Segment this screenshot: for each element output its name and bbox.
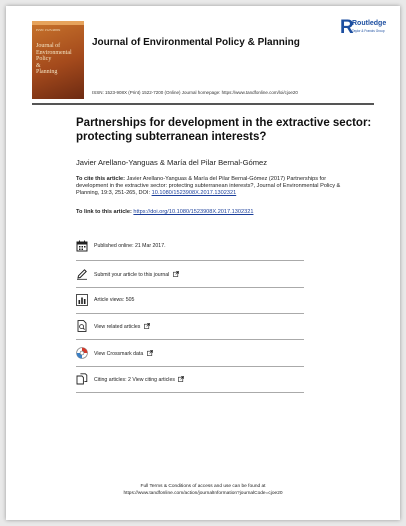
citation-text: Javier Arellano-Yanguas & María del Pilar Bernal-Gómez (2017) Partnerships for development in the extractive sector: protecting subterranean interests?, Journal of Environmental Policy & Planning, 19:3, 251-265, DOI: xyxy=(76,176,341,196)
journal-cover-image xyxy=(32,21,84,99)
issn-line: ISSN: 1523-908X (Print) 1522-7200 (Online) Journal homepage: https://www.tandfonline.com/loi/cjoe20 xyxy=(92,90,298,95)
separator xyxy=(76,313,304,314)
publisher-tagline: Taylor & Francis Group xyxy=(352,29,385,33)
calendar-icon xyxy=(76,240,88,252)
article-authors: Javier Arellano-Yanguas & María del Pilar Bernal-Gómez xyxy=(76,158,268,167)
link-to-label: To link to this article: xyxy=(76,209,132,215)
submit-article-row[interactable] xyxy=(76,268,336,282)
published-online-text: Published online: 21 Mar 2017. xyxy=(94,243,166,249)
crossmark-icon xyxy=(76,347,88,359)
citing-articles-row[interactable] xyxy=(76,373,336,387)
external-link-icon xyxy=(144,323,150,329)
cover-title-line: & xyxy=(36,62,41,69)
submit-article-link[interactable]: Submit your article to this journal xyxy=(94,272,170,278)
header-rule xyxy=(32,103,374,105)
related-articles-row[interactable] xyxy=(76,320,336,334)
terms-footer xyxy=(6,484,400,497)
citation-block xyxy=(76,176,356,197)
routledge-r-icon: R xyxy=(340,17,354,38)
citing-articles-link[interactable]: Citing articles: 2 View citing articles xyxy=(94,377,175,383)
article-title: Partnerships for development in the extractive sector: protecting subterranean interests? xyxy=(76,117,372,143)
published-online-row xyxy=(76,240,336,254)
external-link-icon xyxy=(178,376,184,382)
article-views-row xyxy=(76,294,336,308)
separator xyxy=(76,339,304,340)
citing-articles-icon xyxy=(76,373,88,385)
footer-journal-info-link[interactable]: https://www.tandfonline.com/action/journalInformation?journalCode=cjoe20 xyxy=(123,490,283,496)
separator xyxy=(76,366,304,367)
separator xyxy=(76,287,304,288)
crossmark-link[interactable]: View Crossmark data xyxy=(94,351,144,357)
crossmark-row[interactable] xyxy=(76,347,336,361)
external-link-icon xyxy=(147,350,153,356)
bar-chart-icon xyxy=(76,294,88,306)
separator xyxy=(76,392,304,393)
citation-doi-link[interactable]: 10.1080/1523908X.2017.1302321 xyxy=(151,190,237,196)
separator xyxy=(76,260,304,261)
link-to-article xyxy=(76,209,253,215)
cover-title xyxy=(36,43,82,76)
cover-title-line: Planning xyxy=(36,69,58,76)
routledge-logo xyxy=(340,18,396,40)
cover-top-text: ISSN 1523-908X xyxy=(36,28,61,32)
pen-icon xyxy=(76,268,88,280)
article-views-text: Article views: 505 xyxy=(94,297,135,303)
pdf-page xyxy=(6,6,400,520)
related-articles-link[interactable]: View related articles xyxy=(94,324,141,330)
publisher-name: Routledge xyxy=(352,20,387,27)
document-icon xyxy=(76,320,88,332)
journal-title: Journal of Environmental Policy & Planning xyxy=(92,37,300,48)
external-link-icon xyxy=(173,271,179,277)
cover-stripe xyxy=(32,21,84,25)
cover-title-line: Environmental xyxy=(36,49,72,56)
citation-label: To cite this article: xyxy=(76,176,126,182)
footer-line: Full Terms & Conditions of access and use can be found at xyxy=(140,484,266,489)
article-doi-link[interactable]: https://doi.org/10.1080/1523908X.2017.1302321 xyxy=(133,209,254,215)
cover-title-line: Policy xyxy=(36,56,52,63)
cover-title-line: Journal of xyxy=(36,43,61,49)
